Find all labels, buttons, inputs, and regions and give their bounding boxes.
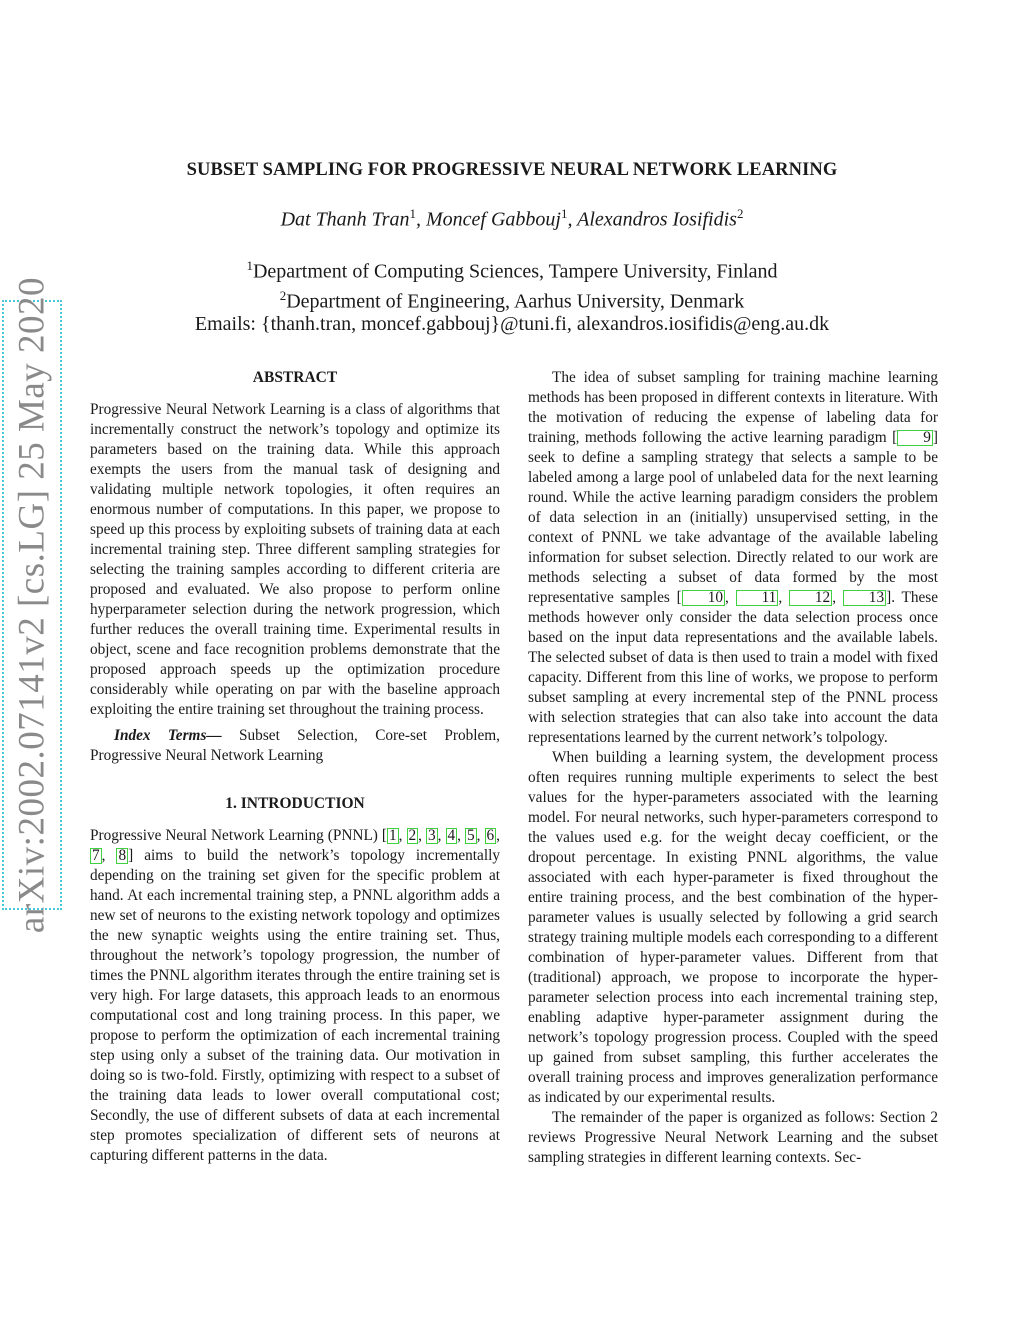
paper-title: SUBSET SAMPLING FOR PROGRESSIVE NEURAL NETWORK LEARNING — [186, 160, 838, 180]
affiliation-mark: 1 — [560, 206, 568, 221]
affiliation-mark: 1 — [246, 258, 253, 273]
arxiv-identifier-stamp — [2, 276, 62, 934]
left-column — [90, 368, 500, 1166]
citation-link[interactable]: 7 — [92, 847, 100, 864]
citation-link[interactable]: 1 — [389, 827, 397, 844]
abstract-heading: ABSTRACT — [252, 369, 338, 386]
author-name: Dat Thanh Tran — [280, 208, 410, 231]
affiliation-line: $^2$Department of Engineering, Aarhus University, Denmark — [279, 287, 745, 313]
author-name: Alexandros Iosifidis — [577, 208, 737, 231]
citation-link[interactable]: 2 — [408, 827, 417, 844]
citation-link[interactable]: 6 — [486, 827, 495, 844]
body-paragraph: The remainder of the paper is organized as follows: Section 2 reviews Progressive Neural Network Learning and the subset sampling strategies in different learning contexts. Sec- — [528, 1109, 938, 1166]
author-list: Dat Thanh Tran$^1$, Moncef Gabbouj$^1$, Alexandros Iosifidis$^2$ — [280, 206, 744, 231]
affiliations — [0, 254, 1024, 336]
citation-link[interactable]: 11 — [736, 590, 779, 606]
affiliation-line: $^1$Department of Computing Sciences, Tampere University, Finland — [246, 258, 778, 283]
intro-paragraph: Progressive Neural Network Learning (PNNL) [ 1 , 2 , 3 , 4 , 5 , 6 , 7 , 8 ] aims to build the network’s topology incrementally depending on the training set given for the specific problem at hand. At each incremental training step, a PNNL algorithm adds a new set of neurons to the existing network topology and optimizes the new synaptic weights using the entire training set. Thus, throughout the network’s topology progression, the number of times the PNNL algorithm iterates through the entire training set is very high. For large datasets, this approach leads to an enormous computational cost and long training process. In this paper, we propose to perform the optimization of each incremental training step using only a subset of the training data. Our motivation in doing so is two-fold. Firstly, optimizing with respect to a subset of the training data leads to lower overall computational cost; Secondly, the use of different subsets of data at each incremental step promotes specialization of different sets of neurons at capturing different patterns in the data. — [90, 827, 500, 1164]
abstract-text: Progressive Neural Network Learning is a class of algorithms that incrementally construct the network’s topology and optimize its parameters based on the training data. While this approach exempts the users from the manual task of designing and validating multiple network topologies, it often requires an enormous number of computations. In this paper, we propose to speed up this process by exploiting subsets of training data at each incremental training step. Three different sampling strategies for selecting the training samples according to different criteria are proposed and evaluated. We also propose to perform online hyperparameter selection during the network progression, which further reduces the overall training time. Experimental results in object, scene and face recognition problems demonstrate that the proposed approach speeds up the optimization procedure considerably while operating on par with the baseline approach exploiting the entire training set throughout the training process. — [90, 401, 500, 718]
author-name: Moncef Gabbouj — [426, 208, 561, 231]
affiliation-mark: 2 — [736, 206, 744, 221]
body-paragraph: When building a learning system, the development process often requires running multiple experiments to select the best values for the hyper-parameters associated with the learning model. For neural networks, such hyper-parameters correspond to the values used e.g. for the weight decay coefficient, or the dropout percentage. In existing PNNL algorithms, the value associated with each hyper-parameter is fixed throughout the entire training process, and the best combination of the hyper-parameter values is usually selected by following a grid search strategy training multiple models each corresponding to a different combination of hyper-parameter values. Different from that (traditional) approach, we propose to incorporate the hyper-parameter selection process into each incremental training step, enabling adaptive hyper-parameter assignment during the network’s topology progression process. Coupled with the speed up gained from subset sampling, this further accelerates the overall training process and improves generalization performance as indicated by our experimental results. — [528, 749, 938, 1106]
arxiv-identifier-text: arXiv:2002.07141v2 [cs.LG] 25 May 2020 — [11, 276, 53, 934]
citation-link[interactable]: 3 — [428, 827, 436, 844]
citation-link[interactable]: 8 — [118, 847, 127, 864]
body-paragraph: The idea of subset sampling for training machine learning methods has been proposed in different contexts in literature. With the motivation of reducing the expense of labeling data for training, methods following the active learning paradigm [ 9 ] seek to define a sampling strategy that selects a sample to be labeled among a large pool of unlabeled data for the next learning round. While the active learning paradigm considers the problem of data selection in an (initially) unsupervised setting, in the context of PNNL we take advantage of the available labeling information for subset selection. Directly related to our work are methods selecting a subset of data formed by the most representative samples [ 10 , 11 , 12 , 13 ]. These methods however only consider the data selection process once based on the input data representations and the available labels. The selected subset of data is then used to train a model with fixed capacity. Different from this line of works, we propose to perform subset sampling at every incremental step of the PNNL process with selection strategies that can also take into account the data representations learned by the current network’s tolpology. — [528, 369, 939, 746]
index-terms — [90, 726, 500, 766]
index-terms-label: Index Terms— — [114, 727, 222, 744]
citation-link[interactable]: 13 — [843, 590, 886, 606]
affiliation-mark: 2 — [279, 287, 287, 303]
citation-link[interactable]: 9 — [897, 430, 933, 446]
emails-line: Emails: {thanh.tran, moncef.gabbouj}@tuni.fi, alexandros.iosifidis@eng.au.dk — [194, 313, 830, 336]
right-column — [528, 368, 938, 1168]
section-heading-introduction: 1. INTRODUCTION — [225, 795, 365, 812]
citation-link[interactable]: 5 — [467, 827, 475, 844]
affiliation-mark: 1 — [409, 206, 416, 221]
citation-link[interactable]: 4 — [447, 827, 456, 844]
citation-link[interactable]: 12 — [789, 590, 832, 606]
citation-link[interactable]: 10 — [682, 590, 725, 606]
index-terms-text: Subset Selection, Core-set Problem, Progressive Neural Network Learning — [90, 727, 501, 764]
